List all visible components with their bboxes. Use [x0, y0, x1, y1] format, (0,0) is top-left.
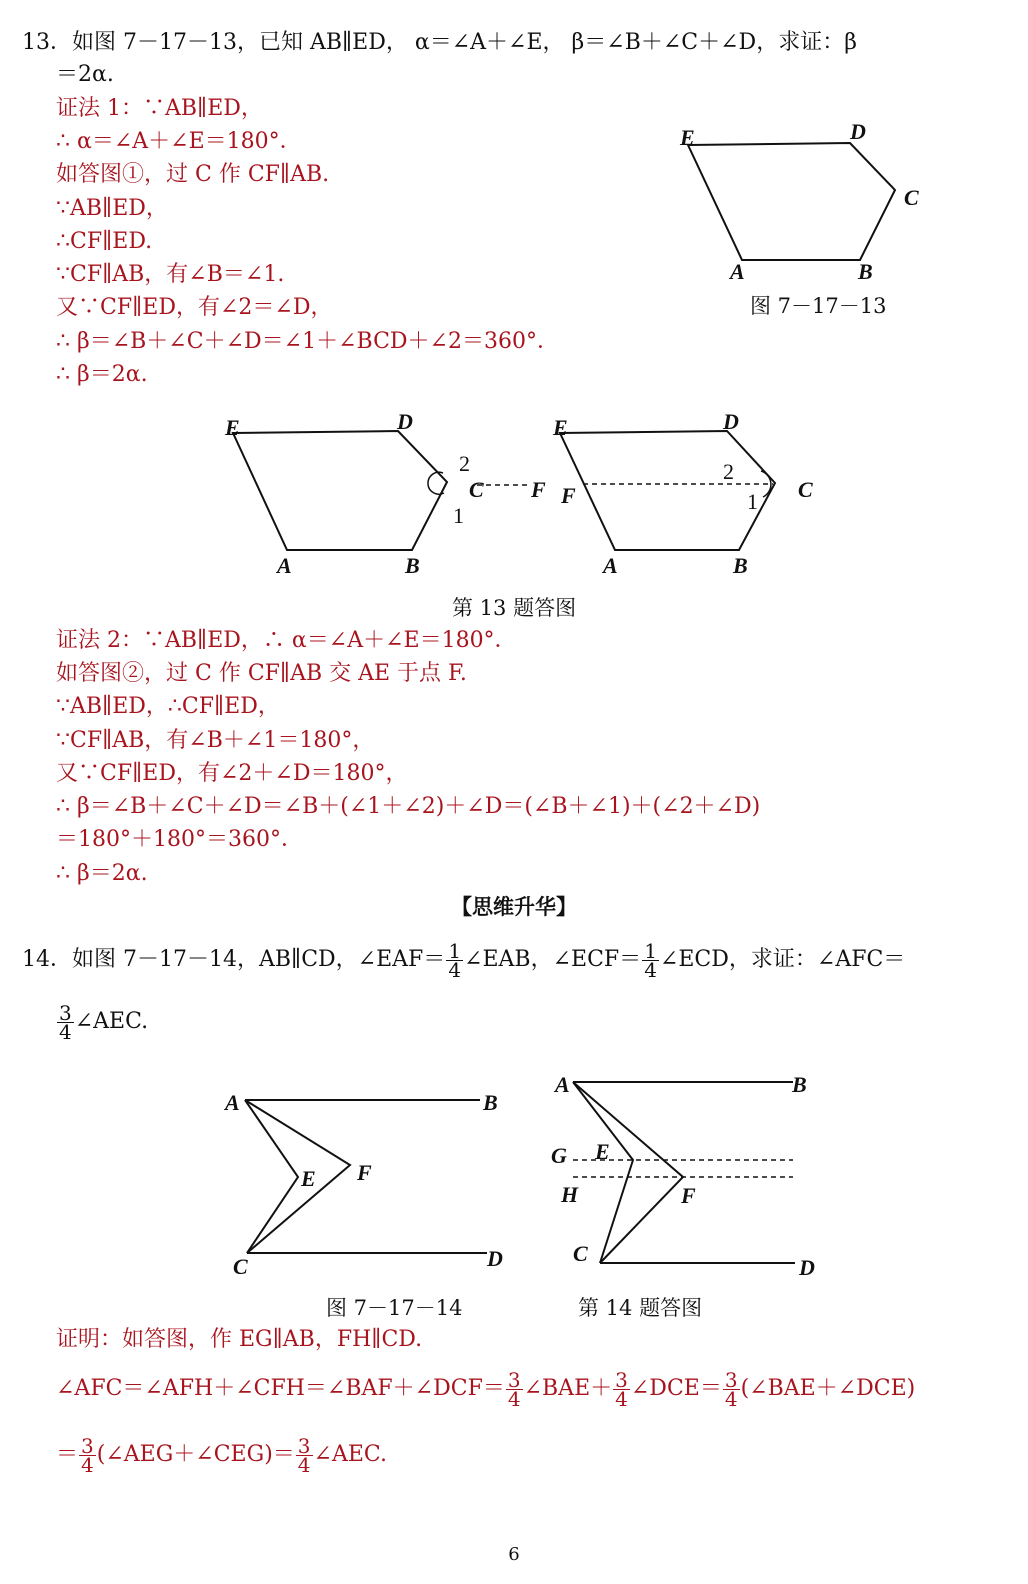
figure-7-17-14	[215, 1080, 525, 1275]
label-C: C	[904, 185, 919, 210]
q14-stem-part: 14．如图 7－17－14，AB∥CD，∠EAF＝	[22, 947, 446, 972]
q13-proof1-line: ∵CF∥AB，有∠B＝∠1.	[56, 262, 285, 287]
fraction-numerator: 3	[615, 1367, 628, 1392]
fraction-denominator: 4	[615, 1386, 628, 1411]
angle-label-1: 1	[453, 503, 464, 528]
q13-answer-caption: 第 13 题答图	[452, 596, 577, 620]
label-E: E	[225, 415, 240, 440]
path-aec	[245, 1100, 298, 1253]
label-A: A	[555, 1072, 570, 1097]
eq-part: (∠AEG＋∠CEG)＝	[96, 1442, 295, 1467]
section-title: 【思维升华】	[451, 895, 577, 919]
fraction-denominator: 4	[81, 1452, 94, 1477]
q13-proof1-line: ∴ α＝∠A＋∠E＝180°．	[56, 129, 302, 154]
q13-answer-figures	[215, 405, 825, 585]
q14-proof-eq1	[56, 1366, 915, 1412]
fraction-denominator: 4	[724, 1386, 738, 1411]
q13-proof1-line: 又∵CF∥ED，有∠2＝∠D，	[56, 295, 333, 320]
answer1-outline	[233, 431, 447, 550]
fraction-denominator: 4	[59, 1019, 72, 1044]
answer2-outline	[560, 431, 775, 550]
figure-7-17-13-caption: 图 7－17－13	[750, 294, 887, 318]
label-A: A	[277, 553, 292, 578]
q13-proof2-line: ∴ β＝∠B＋∠C＋∠D＝∠B＋(∠1＋∠2)＋∠D＝(∠B＋∠1)＋(∠2＋∠D)	[56, 794, 761, 819]
q13-stem-line2: ＝2α.	[56, 62, 114, 87]
fraction-numerator: 1	[448, 938, 462, 963]
q14-stem-line2	[56, 1002, 148, 1042]
label-B: B	[733, 553, 748, 578]
label-D: D	[723, 409, 739, 434]
fraction-three-quarters	[506, 1367, 523, 1411]
q13-proof2-line: ＝180°＋180°＝360°．	[56, 827, 303, 852]
fraction-numerator: 3	[59, 1000, 72, 1025]
q14-answer-figure	[545, 1065, 825, 1275]
label-E: E	[595, 1139, 610, 1164]
label-A: A	[730, 259, 745, 284]
fraction-numerator: 3	[724, 1367, 738, 1392]
q14-stem-part: ∠AEC.	[74, 1009, 149, 1034]
label-B: B	[405, 553, 420, 578]
q14-stem-part: ∠ECD，求证：∠AFC＝	[659, 947, 906, 972]
q13-proof2-line: ∵AB∥ED，∴CF∥ED，	[56, 694, 280, 719]
eq-part: ∠BAE＋	[523, 1376, 613, 1401]
eq-part: (∠BAE＋∠DCE)	[740, 1376, 916, 1401]
fraction-numerator: 3	[507, 1367, 521, 1392]
label-C: C	[469, 477, 484, 502]
hexagon-outline	[688, 143, 895, 260]
q13-proof1-line: ∴ β＝2α.	[56, 362, 148, 387]
fraction-three-quarters	[723, 1367, 740, 1411]
q13-proof2-line: 又∵CF∥ED，有∠2＋∠D＝180°，	[56, 761, 408, 786]
label-F: F	[357, 1160, 372, 1185]
fraction-three-quarters	[57, 1000, 74, 1044]
label-D: D	[397, 409, 413, 434]
label-B: B	[858, 259, 873, 284]
q14-stem-line1	[22, 940, 905, 980]
fraction-denominator: 4	[644, 957, 657, 982]
q14-stem-part: ∠EAB，∠ECF＝	[464, 947, 642, 972]
label-C: C	[798, 477, 813, 502]
q13-proof2-line: ∴ β＝2α.	[56, 861, 148, 886]
q13-proof2-line: ∵CF∥AB，有∠B＋∠1＝180°，	[56, 728, 375, 753]
eq-part: ∠AEC.	[313, 1442, 387, 1467]
fraction-denominator: 4	[297, 1452, 311, 1477]
q13-proof2-line: 如答图②，过 C 作 CF∥AB 交 AE 于点 F.	[56, 661, 467, 686]
angle-label-2: 2	[459, 451, 470, 476]
label-G: G	[551, 1143, 567, 1168]
fraction-numerator: 3	[297, 1433, 311, 1458]
fraction-three-quarters	[613, 1367, 630, 1411]
label-A: A	[603, 553, 618, 578]
q13-proof1-line: 证法 1：∵AB∥ED，	[56, 96, 263, 121]
fraction-denominator: 4	[448, 957, 462, 982]
q13-proof1-line: ∴CF∥ED.	[56, 229, 153, 254]
label-D: D	[799, 1255, 815, 1275]
q13-proof2-line: 证法 2：∵AB∥ED，∴ α＝∠A＋∠E＝180°．	[56, 628, 517, 653]
page-number: 6	[508, 1544, 520, 1565]
eq-part: ∠AFC＝∠AFH＋∠CFH＝∠BAF＋∠DCF＝	[56, 1376, 505, 1401]
fraction-three-quarters	[296, 1433, 313, 1477]
fraction-numerator: 1	[644, 938, 657, 963]
label-H: H	[561, 1182, 579, 1207]
eq-part: ∠DCE＝	[630, 1376, 722, 1401]
angle-label-2: 2	[723, 459, 734, 484]
fraction-one-quarter	[446, 938, 463, 982]
q13-proof1-line: ∴ β＝∠B＋∠C＋∠D＝∠1＋∠BCD＋∠2＝360°．	[56, 329, 559, 354]
label-A: A	[225, 1090, 240, 1115]
q13-proof1-line: ∵AB∥ED，	[56, 196, 168, 221]
q14-proof-eq2	[56, 1432, 387, 1478]
q13-stem-line1: 13．如图 7－17－13，已知 AB∥ED， α＝∠A＋∠E， β＝∠B＋∠C＋∠D，求证：β	[22, 30, 857, 55]
eq-part: ＝	[56, 1442, 79, 1467]
fraction-denominator: 4	[507, 1386, 521, 1411]
label-B: B	[792, 1072, 807, 1097]
label-E: E	[301, 1166, 316, 1191]
fraction-three-quarters	[79, 1433, 96, 1477]
angle-label-1: 1	[747, 489, 758, 514]
label-B: B	[483, 1090, 498, 1115]
label-E: E	[553, 415, 568, 440]
label-D: D	[487, 1246, 503, 1271]
figure-7-17-13	[660, 115, 950, 290]
label-F: F	[561, 483, 576, 508]
label-E: E	[680, 125, 695, 150]
fraction-numerator: 3	[81, 1433, 94, 1458]
label-F: F	[681, 1183, 696, 1208]
q14-proof-intro: 证明：如答图，作 EG∥AB，FH∥CD.	[56, 1327, 423, 1352]
label-C: C	[233, 1254, 248, 1275]
label-D: D	[850, 119, 866, 144]
figure-7-17-14-caption: 图 7－17－14	[326, 1296, 463, 1320]
label-F: F	[531, 477, 546, 502]
fraction-one-quarter	[642, 938, 659, 982]
q13-proof1-line: 如答图①，过 C 作 CF∥AB.	[56, 162, 330, 187]
q14-answer-caption: 第 14 题答图	[578, 1296, 703, 1320]
label-C: C	[573, 1241, 588, 1266]
